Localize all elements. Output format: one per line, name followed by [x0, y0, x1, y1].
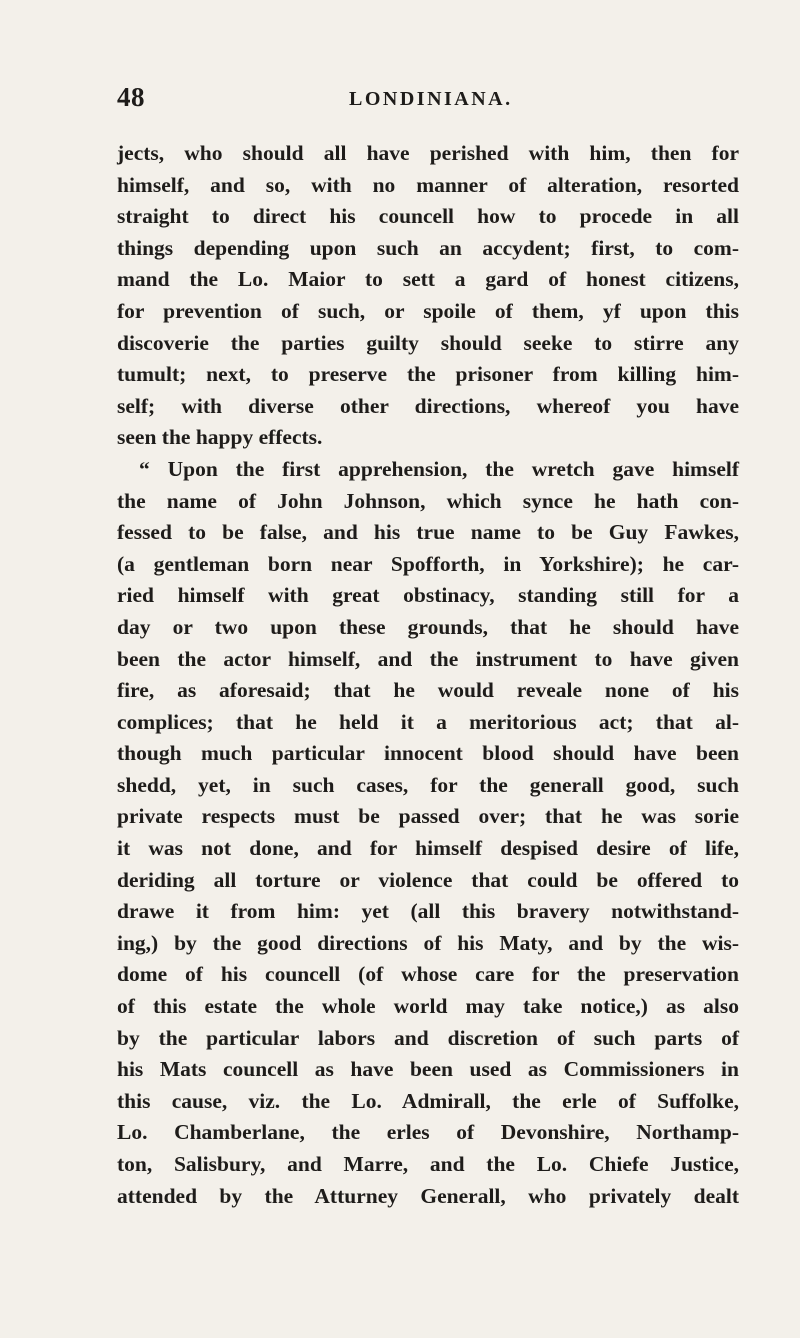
text-line: drawe it from him: yet (all this bravery notwithstand- [117, 899, 739, 924]
text-line: day or two upon these grounds, that he should have [117, 614, 739, 639]
running-head: LONDINIANA. [349, 88, 513, 110]
text-line: “ Upon the first apprehension, the wretch gave himself [139, 456, 739, 481]
body-text [117, 138, 739, 1212]
text-line: his Mats councell as have been used as Commissioners in [117, 1057, 739, 1082]
text-line: been the actor himself, and the instrument to have given [117, 646, 739, 671]
text-line: seen the happy effects. [117, 425, 323, 450]
text-line: ing,) by the good directions of his Maty, and by the wis- [117, 930, 739, 955]
text-line: straight to direct his councell how to procede in all [117, 204, 739, 229]
text-line: deriding all torture or violence that could be offered to [117, 867, 739, 892]
text-line: though much particular innocent blood should have been [117, 741, 739, 766]
text-line: shedd, yet, in such cases, for the generall good, such [117, 772, 739, 797]
text-line: jects, who should all have perished with him, then for [117, 141, 739, 165]
text-line: tumult; next, to preserve the prisoner from killing him- [117, 362, 739, 387]
text-line: by the particular labors and discretion of such parts of [117, 1025, 739, 1050]
text-line: (a gentleman born near Spofforth, in Yorkshire); he car- [117, 551, 739, 576]
text-line: for prevention of such, or spoile of them, yf upon this [117, 298, 739, 323]
text-line: complices; that he held it a meritorious act; that al- [117, 709, 739, 734]
text-line: fessed to be false, and his true name to be Guy Fawkes, [117, 520, 739, 545]
text-line: the name of John Johnson, which synce he hath con- [117, 488, 739, 513]
text-line: self; with diverse other directions, whereof you have [117, 393, 739, 418]
text-line: mand the Lo. Maior to sett a gard of honest citizens, [117, 267, 739, 292]
text-line: ton, Salisbury, and Marre, and the Lo. Chiefe Justice, [117, 1152, 739, 1176]
text-line: this cause, viz. the Lo. Admirall, the erle of Suffolke, [117, 1088, 739, 1113]
text-line: private respects must be passed over; that he was sorie [117, 804, 739, 829]
text-line: Lo. Chamberlane, the erles of Devonshire, Northamp- [117, 1120, 739, 1145]
text-line: fire, as aforesaid; that he would reveale none of his [117, 678, 739, 703]
text-line: discoverie the parties guilty should seeke to stirre any [117, 330, 739, 355]
text-line: it was not done, and for himself despised desire of life, [117, 836, 739, 861]
page-header [117, 82, 737, 122]
text-line: of this estate the whole world may take notice,) as also [117, 994, 739, 1019]
text-line: dome of his councell (of whose care for the preservation [117, 962, 739, 987]
text-line: himself, and so, with no manner of alteration, resorted [117, 172, 739, 197]
page-number: 48 [117, 82, 145, 112]
text-line: attended by the Atturney Generall, who privately dealt [117, 1183, 739, 1208]
text-line: ried himself with great obstinacy, standing still for a [117, 583, 739, 608]
text-line: things depending upon such an accydent; first, to com- [117, 235, 739, 260]
